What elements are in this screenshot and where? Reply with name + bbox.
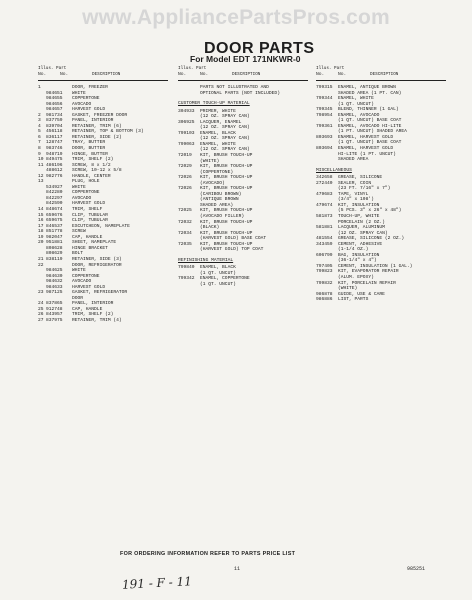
part-number: 842590 [46,201,63,207]
part-description: HARVEST GOLD [72,201,106,207]
part-number: 981734 [46,112,63,118]
illus-number: 19 [38,234,44,240]
part-number: 984656 [46,101,63,107]
part-number: 842297 [46,195,63,201]
part-description: AVOCADO [72,101,92,107]
part-number: 849475 [46,157,63,163]
part-number: 72034 [178,230,192,236]
parts-list-3 [316,85,458,303]
part-description: GUIDE, USE & CARE [338,291,385,297]
ordering-info: FOR ORDERING INFORMATION REFER TO PARTS PRICE LIST [120,551,296,557]
part-description: ENAMEL, ANTIQUE BROWN [338,85,396,90]
part-number: 803693 [316,134,333,140]
header-description: DESCRIPTION [370,72,399,77]
part-number: 72035 [178,241,192,247]
column-header [38,65,178,85]
part-description: GREASE, SILICONE [338,175,383,181]
part-number: 986878 [316,291,333,297]
part-description: RETAINER, TRIM (6) [72,123,122,129]
illus-number: 18 [38,229,44,235]
part-number: 488612 [46,168,63,174]
part-description: (1 QT. UNCUT) BASE COAT [338,118,402,124]
part-description: SEALER, COIN [338,180,372,186]
part-description: DOOR, REFRIGERATOR [72,262,122,268]
part-description: (1 QT. UNCUT) [200,270,236,276]
part-description: HINGE, BUTTER [72,151,108,157]
part-description: BAG, INSULATION [338,252,380,258]
part-description: ENAMEL, AVOCADO [338,112,380,118]
part-number: 306925 [178,119,195,125]
part-description: LACQUER, ALUMINUM [338,225,385,231]
part-number: 837865 [46,301,63,307]
part-description: (WHITE) [338,286,358,292]
part-description: LIST, PARTS [338,297,369,303]
table-row [178,282,316,288]
part-description: CAP, HANDLE [72,234,103,240]
part-number: 837975 [46,317,63,323]
part-number: 983746 [46,146,63,152]
part-description: PORCELAIN (2 OZ.) [338,219,385,225]
part-description: PANEL, INTERIOR [72,301,114,307]
part-description: RETAINER, SIDE (2) [72,134,122,140]
document-code: 985251 [407,566,426,572]
part-description: (1-1/4 OZ.) [338,247,369,253]
part-description: (ALUM. EPOXY) [338,275,374,280]
header-illus-part: Illus. Part [316,66,345,71]
part-description: SHADED AREA) [200,202,234,208]
illus-number: 17 [38,223,44,229]
part-description: COPPERTONE [72,190,100,196]
part-number: 72019 [178,152,192,158]
part-number: 984651 [46,90,63,96]
header-rule [178,80,308,81]
section-heading: MISCELLANEOUS [316,167,352,173]
part-description: (12 OZ. SPRAY CAN) [200,136,250,142]
part-number: 799361 [316,123,333,129]
part-number: 984655 [46,96,63,102]
header-rule [316,80,446,81]
part-number: 948719 [46,151,63,157]
part-number: 987125 [46,290,63,296]
part-description: TOUCH-UP, WHITE [338,213,380,219]
illus-number: 16 [38,218,44,224]
part-number: 984633 [46,284,63,290]
part-number: 799840 [178,265,195,271]
part-description: (HARVEST GOLD) TOP COAT [200,247,264,253]
part-description: BLEND, THINNER (1 GAL) [338,107,399,113]
table-row [316,157,458,163]
part-description: KIT, BRUSH TOUCH-UP [200,208,253,214]
illus-number: 22 [38,262,44,268]
illus-number: 25 [38,306,44,312]
part-description: HARVEST GOLD [72,107,106,113]
illus-number: 4 [38,123,41,129]
parts-list-2 [178,85,316,288]
part-number: 343459 [316,241,333,247]
part-number: 799103 [178,130,195,136]
part-description: KIT, INSULATION [338,202,380,208]
part-description: (BLACK) [200,225,220,231]
column-header [316,65,458,85]
part-number: 72026 [178,175,192,181]
column-header [178,65,316,85]
part-description: (HARVEST GOLD) BASE COAT [200,236,267,242]
part-number: 799315 [316,85,333,90]
illus-number: 20 [38,240,44,246]
part-number: 456118 [46,129,63,135]
header-illus-no: No. [316,72,325,77]
part-description: (12 OZ. SPRAY CAN) [200,147,250,153]
part-number: 986886 [316,297,333,303]
illus-number: 13 [38,179,44,185]
table-row [178,91,316,97]
watermark: www.AppliancePartsPros.com [82,6,390,29]
part-description: TAPE, VINYL [338,191,369,197]
part-description: (AVOCADO FILLER) [200,213,245,219]
part-description: GASKET, REFRIGERATOR [72,290,128,296]
part-description: TRIM, SHELF (2) [72,157,114,163]
header-description: DESCRIPTION [232,72,261,77]
part-description: (3/4" x 108') [338,197,374,203]
illus-number: 21 [38,256,44,262]
part-description: (ANTIQUE BROWN [200,197,239,203]
part-number: 839704 [46,123,63,129]
part-number: 304933 [178,108,195,114]
part-description: KIT, BRUSH TOUCH-UP [200,230,253,236]
part-number: 808628 [46,245,63,251]
part-description: HANDLE, CENTER [72,173,111,179]
part-description: PANEL, INTERIOR [72,118,114,124]
section-heading: REFINISHING MATERIAL [178,257,234,263]
part-description: KIT, EVAPORATOR REPAIR [338,269,399,275]
header-illus-no: No. [38,72,47,77]
part-number: 984632 [46,279,63,285]
part-description: PLUG, HOLE [72,179,100,185]
part-description: RETAINER, TOP & BOTTOM (3) [72,129,144,135]
table-row [38,318,178,324]
part-description: (1 QT. UNCUT) [338,101,374,107]
illus-number: 5 [38,129,41,135]
part-number: 799342 [178,276,195,282]
table-row [316,297,458,303]
table-row [178,247,316,253]
part-description: AVOCADO [72,195,92,201]
illus-number: 6 [38,134,41,140]
part-description: WHITE [72,268,86,274]
part-description: CAP, HANDLE [72,306,103,312]
parts-column-1 [38,65,178,324]
part-description: DOOR, BUTTER [72,146,106,152]
part-description: GASKET, FREEZER DOOR [72,112,128,118]
part-number: 481554 [316,236,333,242]
part-description: KIT, BRUSH TOUCH-UP [200,186,253,192]
header-illus-no: No. [178,72,187,77]
part-description: ENAMEL, BLACK [200,265,236,271]
part-number: 912748 [46,306,63,312]
part-description: HI-LITE (1 PT. UNCUT) [338,151,396,157]
part-description: (AVOCADO) [200,180,225,186]
illus-number: 7 [38,140,41,146]
page-number: 11 [234,566,241,572]
part-description: WHITE [72,90,86,96]
part-number: 842280 [46,190,63,196]
parts-list-1 [38,85,178,324]
part-number: 982776 [46,173,63,179]
part-description: ENAMEL, AVOCADO HI-LITE [338,123,402,129]
part-description: KIT, BRUSH TOUCH-UP [200,241,253,247]
illus-number: 3 [38,118,41,124]
part-number: 843957 [46,312,63,318]
section-heading: CUSTOMER TOUCH-UP MATERIAL [178,101,250,107]
part-description: CEMENT, INSULATION (1 GAL.) [338,263,413,269]
part-number: 984625 [46,268,63,274]
part-description: (1 QT. UNCUT) BASE COAT [338,140,402,146]
part-description: COPPERTONE [72,96,100,102]
part-number: 72025 [178,208,192,214]
part-description: (COPPERTONE) [200,169,234,175]
illus-number: 11 [38,162,44,168]
part-number: 984657 [46,107,63,113]
part-number: 838119 [46,256,63,262]
part-number: 803694 [316,146,333,152]
part-description: PRIMER, WHITE [200,108,236,114]
part-number: 799823 [316,269,333,275]
part-number: 72029 [178,164,192,170]
part-description: SHADED AREA (1 PT. CAN) [338,90,402,96]
part-number: 808629 [46,251,63,257]
part-description: ENAMEL, HARVEST GOLD [338,134,394,140]
part-number: 72026 [178,186,192,192]
header-illus-part: Illus. Part [178,66,207,71]
part-number: 128747 [46,140,63,146]
part-number: 342658 [316,175,333,181]
part-number: 479674 [316,202,333,208]
part-description: CLIP, TUBULAR [72,212,108,218]
handwritten-note: 191 - F - 11 [121,574,193,592]
part-description: ENAMEL, COPPERTONE [200,276,250,282]
illus-number: 8 [38,146,41,152]
part-description: (CARIBOU BROWN) [200,191,242,197]
illus-number: 14 [38,207,44,213]
part-description: (23 FT. 7/16" x 7") [338,186,391,192]
illus-number: 23 [38,290,44,296]
header-rule [38,80,168,81]
part-description: CEMENT, ADHESIVE [338,241,383,247]
parts-column-3 [316,65,458,303]
header-part-no: No. [200,72,209,77]
part-number: 581881 [316,225,333,231]
part-description: ENAMEL, WHITE [338,96,374,102]
part-description: SCREW [72,229,86,235]
part-description: RETAINER, SIDE (3) [72,256,122,262]
part-description: SCREW, 8 x 1/2 [72,162,111,168]
part-number: 851778 [46,229,63,235]
part-description: ENAMEL, HARVEST GOLD [338,146,394,152]
part-description: CLIP, TUBULAR [72,218,108,224]
part-description: (1 QT. UNCUT) [200,281,236,287]
illus-number: 27 [38,317,44,323]
part-description: DOOR [72,295,84,301]
part-number: 848674 [46,207,63,213]
part-description: KIT, PORCELAIN REPAIR [338,280,396,286]
part-number: 72032 [178,219,192,225]
part-description: OPTIONAL PARTS (NOT INCLUDED) [200,90,280,96]
part-description: ENAMEL, WHITE [200,141,236,147]
part-description: KIT, BRUSH TOUCH-UP [200,219,253,225]
part-number: 951881 [46,240,63,246]
header-part-no: No. [60,72,69,77]
part-description: (WHITE) [200,158,220,164]
part-description: SHEET, NAMEPLATE [72,240,117,246]
part-description: SCREW, 10-12 x 5/8 [72,168,122,174]
part-description: KIT, BRUSH TOUCH-UP [200,175,253,181]
part-description: RETAINER, TRIM (4) [72,317,122,323]
part-number: 659675 [46,218,63,224]
header-description: DESCRIPTION [92,72,121,77]
part-number: 606799 [316,252,333,258]
part-number: 984630 [46,273,63,279]
part-number: 982047 [46,234,63,240]
illus-number: 9 [38,151,41,157]
part-number: 799063 [178,141,195,147]
part-description: (36-1/4" x 4") [338,258,377,264]
page-title: DOOR PARTS [204,40,315,57]
part-description: TRIM, SHELF [72,207,103,213]
part-description: GREASE, SILICONE (2 OZ.) [338,236,405,242]
part-number: 799832 [316,280,333,286]
illus-number: 2 [38,112,41,118]
illus-number: 12 [38,173,44,179]
part-number: 581873 [316,213,333,219]
part-number: 479683 [316,191,333,197]
header-part-no: No. [338,72,347,77]
part-description: (12 OZ. SPRAY CAN) [338,230,388,236]
part-number: 836117 [46,134,63,140]
part-description: COPPERTONE [72,273,100,279]
part-number: 798954 [316,112,333,118]
part-description: (12 OZ. SPRAY CAN) [200,114,250,120]
illus-number: 10 [38,157,44,163]
part-number: 659676 [46,212,63,218]
part-description: TRIM, SHELF (2) [72,312,114,318]
part-description: ESCUTCHEON, NAMEPLATE [72,223,130,229]
part-number: 799344 [316,96,333,102]
part-description: SHADED AREA [338,157,369,163]
part-number: 486196 [46,162,63,168]
part-number: 846537 [46,223,63,229]
part-description: PARTS NOT ILLUSTRATED AND [200,85,269,90]
part-number: 799345 [316,107,333,113]
part-description: TRAY, BUTTER [72,140,106,146]
part-description: WHITE [72,184,86,190]
part-description: KIT, BRUSH TOUCH-UP [200,152,253,158]
part-description: HARVEST GOLD [72,284,106,290]
part-description: AVOCADO [72,279,92,285]
parts-column-2 [178,65,316,288]
illus-number: 24 [38,301,44,307]
illus-number: 1 [38,85,41,90]
part-description: (5 PCS. 3" x 26" x 48") [338,208,402,214]
part-description: (1 PT. UNCUT) SHADED AREA [338,129,407,135]
part-number: 797405 [316,263,333,269]
part-description: KIT, BRUSH TOUCH-UP [200,164,253,170]
model-subtitle: For Model EDT 171NKWR-0 [190,54,301,64]
part-description: BOLT [72,251,84,257]
part-number: 272440 [316,180,333,186]
illus-number: 15 [38,212,44,218]
part-description: LACQUER, ENAMEL [200,119,242,125]
part-description: HINGE BRACKET [72,245,108,251]
illus-number: 26 [38,312,44,318]
header-illus-part: Illus. Part [38,66,67,71]
part-number: 837759 [46,118,63,124]
part-description: ENAMEL, BLACK [200,130,236,136]
part-number: 534927 [46,184,63,190]
part-description: (12 OZ. SPRAY CAN) [200,125,250,131]
part-description: DOOR, FREEZER [72,85,108,90]
